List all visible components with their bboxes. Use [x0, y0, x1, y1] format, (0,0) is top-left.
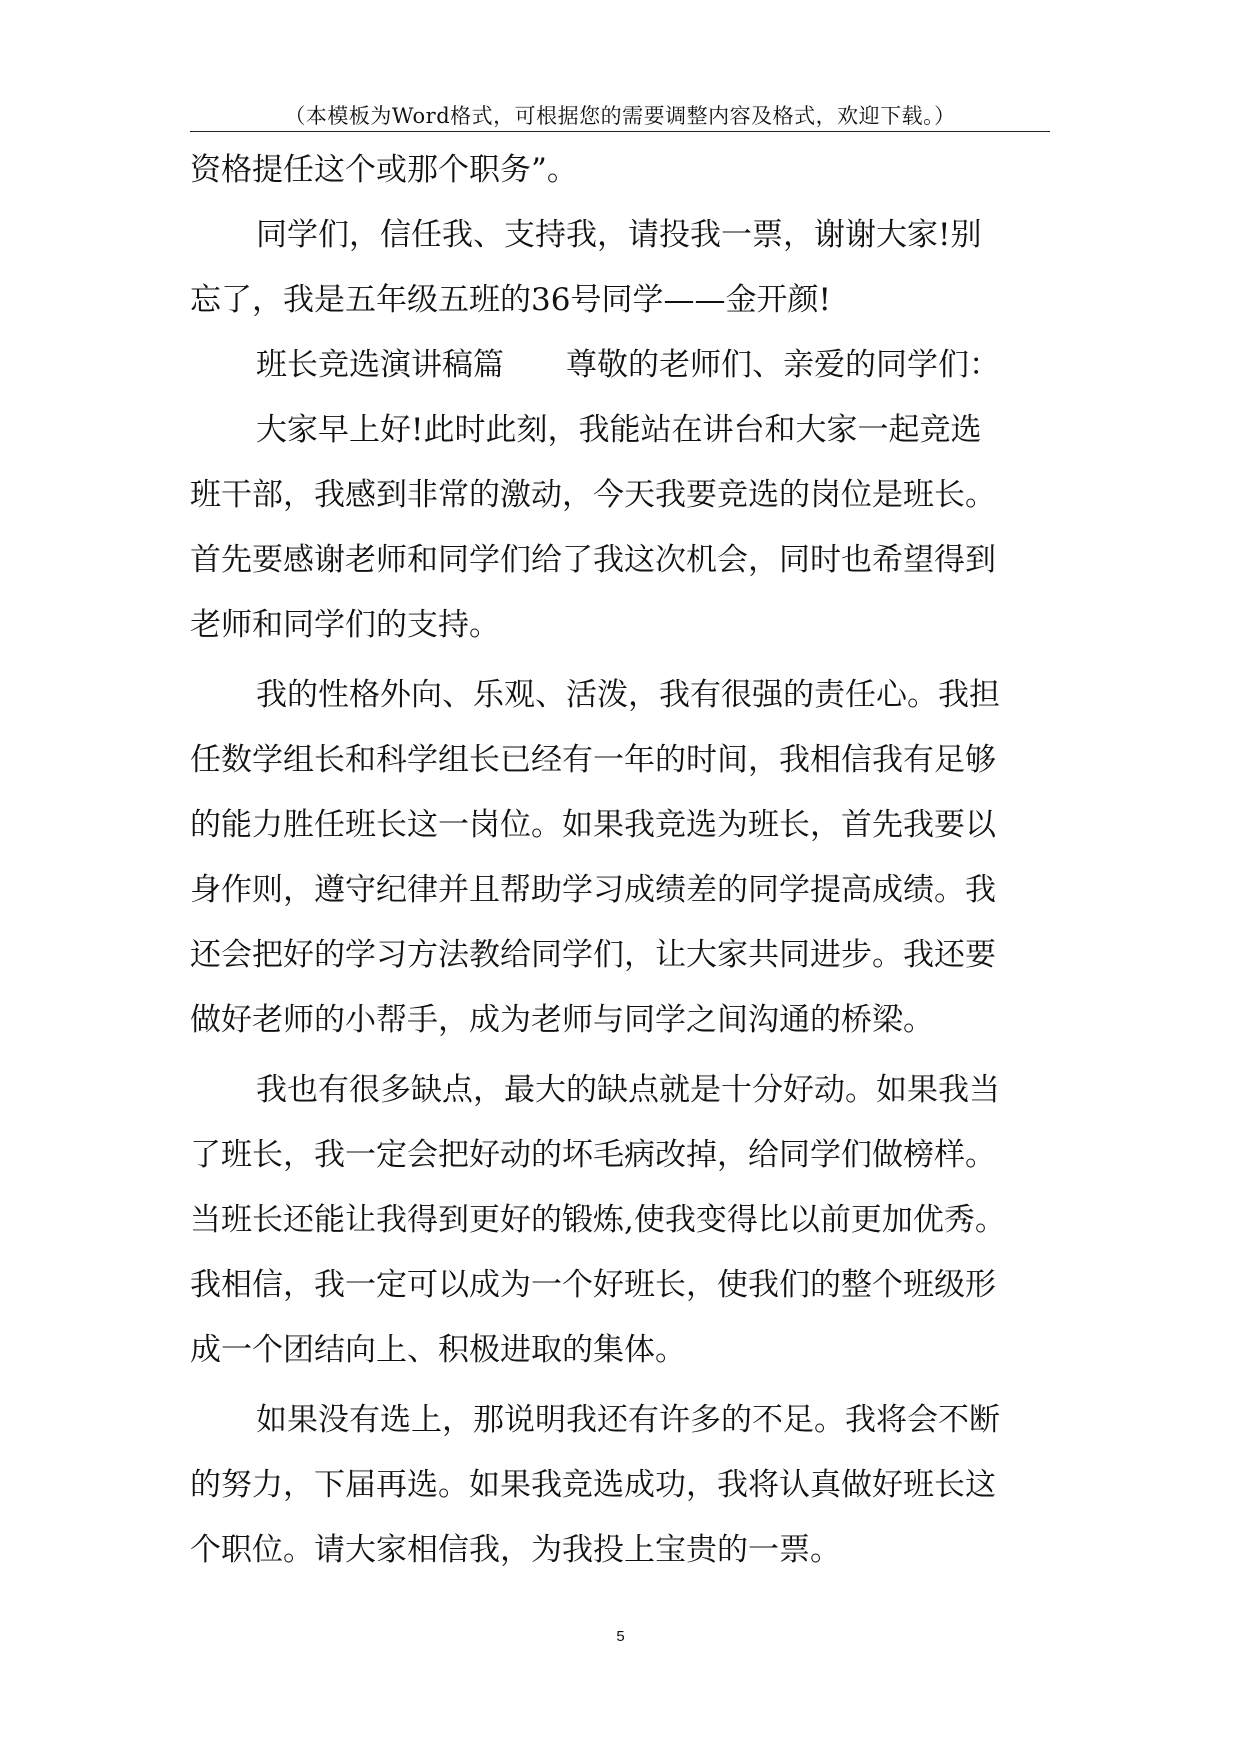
text-line: 我的性格外向、乐观、活泼，我有很强的责任心。我担	[256, 677, 1000, 713]
document-body	[190, 150, 1060, 1570]
text-line: 个职位。请大家相信我，为我投上宝贵的一票。	[190, 1532, 841, 1568]
text-line: 老师和同学们的支持。	[190, 607, 500, 643]
text-line: 的能力胜任班长这一岗位。如果我竞选为班长，首先我要以	[190, 807, 996, 843]
page-number: 5	[616, 1628, 625, 1645]
text-line: 同学们，信任我、支持我，请投我一票，谢谢大家!别	[256, 217, 982, 253]
text-line: 成一个团结向上、积极进取的集体。	[190, 1332, 686, 1368]
text-line: 的努力，下届再选。如果我竞选成功，我将认真做好班长这	[190, 1467, 996, 1503]
section-heading-line: 班长竞选演讲稿篇 尊敬的老师们、亲爱的同学们：	[256, 347, 1000, 383]
text-line: 了班长，我一定会把好动的坏毛病改掉，给同学们做榜样。	[190, 1137, 996, 1173]
text-line: 还会把好的学习方法教给同学们，让大家共同进步。我还要	[190, 937, 996, 973]
text-line: 班干部，我感到非常的激动，今天我要竞选的岗位是班长。	[190, 477, 996, 513]
text-line: 做好老师的小帮手，成为老师与同学之间沟通的桥梁。	[190, 1002, 934, 1038]
text-line: 如果没有选上，那说明我还有许多的不足。我将会不断	[256, 1402, 1000, 1438]
template-note: （本模板为Word格式，可根据您的需要调整内容及格式，欢迎下载。）	[284, 104, 956, 128]
text-line: 我相信，我一定可以成为一个好班长，使我们的整个班级形	[190, 1267, 996, 1303]
text-line: 身作则，遵守纪律并且帮助学习成绩差的同学提高成绩。我	[190, 872, 996, 908]
text-line: 大家早上好!此时此刻，我能站在讲台和大家一起竞选	[256, 412, 982, 448]
text-line: 当班长还能让我得到更好的锻炼,使我变得比以前更加优秀。	[190, 1202, 1006, 1238]
text-line: 资格提任这个或那个职务”。	[190, 152, 578, 188]
header-divider	[190, 131, 1050, 132]
text-line: 我也有很多缺点，最大的缺点就是十分好动。如果我当	[256, 1072, 1000, 1108]
text-line: 首先要感谢老师和同学们给了我这次机会，同时也希望得到	[190, 542, 996, 578]
text-line: 忘了，我是五年级五班的36号同学——金开颜!	[190, 282, 831, 318]
text-line: 任数学组长和科学组长已经有一年的时间，我相信我有足够	[190, 742, 996, 778]
